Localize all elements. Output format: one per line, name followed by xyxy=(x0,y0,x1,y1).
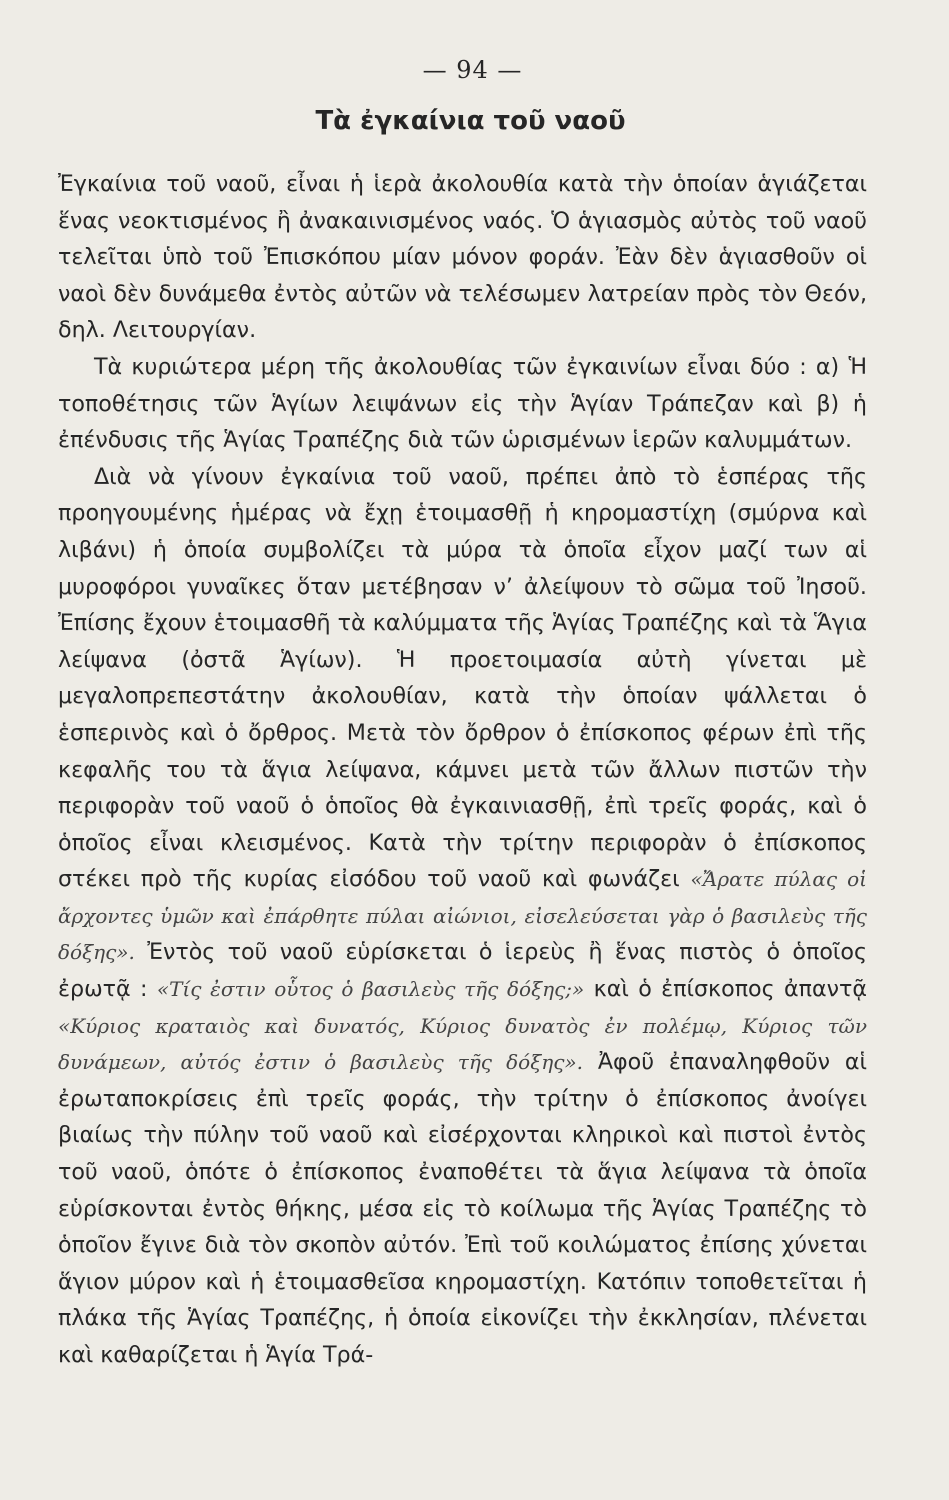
section-title: Τὰ ἐγκαίνια τοῦ ναοῦ xyxy=(315,106,626,136)
paragraph-3-part-1: Διὰ νὰ γίνουν ἐγκαίνια τοῦ ναοῦ, πρέπει ἀπὸ τὸ ἑσπέρας τῆς προηγουμένης ἡμέρας νὰ ἔχῃ ἑτοιμασθῇ ἡ κηρομαστίχη (σμύρνα καὶ λιβάνι) ἡ ὁποία συμβολίζει τὰ μύρα τὰ ὁποῖα εἶχον μαζί των αἱ μυροφόροι γυναῖκες ὅταν μετέβησαν ν’ ἀλείψουν τὸ σῶμα τοῦ Ἰησοῦ. Ἐπίσης ἔχουν ἑτοιμασθῆ τὰ καλύμματα τῆς Ἁγίας Τραπέζης καὶ τὰ Ἅγια λείψανα (ὀστᾶ Ἁγίων). Ἡ προετοιμασία αὐτὴ γίνεται μὲ μεγαλοπρεπεστάτην ἀκολουθίαν, κατὰ τὴν ὁποίαν ψάλλεται ὁ ἑσπερινὸς καὶ ὁ ὄρθρος. Μετὰ τὸν ὄρθρον ὁ ἐπίσκοπος φέρων ἐπὶ τῆς κεφαλῆς του τὰ ἅγια λείψανα, κάμνει μετὰ τῶν ἄλλων πιστῶν τὴν περιφορὰν τοῦ ναοῦ ὁ ὁποῖος θὰ ἐγκαινιασθῇ, ἐπὶ τρεῖς φοράς, καὶ ὁ ὁποῖος εἶναι κλεισμένος. Κατὰ τὴν τρίτην περιφορὰν ὁ ἐπίσκοπος στέκει πρὸ τῆς κυρίας εἰσόδου τοῦ ναοῦ καὶ φωνάζει xyxy=(58,463,867,893)
paragraph-2: Τὰ κυριώτερα μέρη τῆς ἀκολουθίας τῶν ἐγκαινίων εἶναι δύο : α) Ἡ τοποθέτησις τῶν Ἁγίων λειψάνων εἰς τὴν Ἁγίαν Τράπεζαν καὶ β) ἡ ἐπένδυσις τῆς Ἁγίας Τραπέζης διὰ τῶν ὡρισμένων ἱερῶν καλυμμάτων. xyxy=(58,353,867,454)
psalm-quote-3: «Κύριος κραταιὸς καὶ δυνατός, Κύριος δυνατὸς ἐν πολέμῳ, Κύριος τῶν δυνάμεων, αὐτός ἐστιν ὁ βασιλεὺς τῆς δόξης». xyxy=(58,1013,867,1075)
paragraph-3 xyxy=(58,459,867,1374)
page-number: — 94 — xyxy=(422,56,523,84)
psalm-quote-1: «Ἄρατε πύλας οἱ ἄρχοντες ὑμῶν καὶ ἐπάρθητε πύλαι αἰώνιοι, εἰσελεύσεται γὰρ ὁ βασιλεὺς τῆς δόξης». xyxy=(58,867,867,965)
paragraph-3-part-4: Ἀφοῦ ἐπαναληφθοῦν αἱ ἐρωταποκρίσεις ἐπὶ τρεῖς φοράς, τὴν τρίτην ὁ ἐπίσκοπος ἀνοίγει βιαίως τὴν πύλην τοῦ ναοῦ καὶ εἰσέρχονται κληρικοὶ καὶ πιστοὶ ἐντὸς τοῦ ναοῦ, ὁπότε ὁ ἐπίσκοπος ἐναποθέτει τὰ ἅγια λείψανα τὰ ὁποῖα εὑρίσκονται ἐντὸς θήκης, μέσα εἰς τὸ κοίλωμα τῆς Ἁγίας Τραπέζης τὸ ὁποῖον ἔγινε διὰ τὸν σκοπὸν αὐτόν. Ἐπὶ τοῦ κοιλώματος ἐπίσης χύνεται ἅγιον μύρον καὶ ἡ ἑτοιμασθεῖσα κηρομαστίχη. Κατόπιν τοποθετεῖται ἡ πλάκα τῆς Ἁγίας Τραπέζης, ἡ ὁποία εἰκονίζει τὴν ἐκκλησίαν, πλένεται καὶ καθαρίζεται ἡ Ἁγία Τρά- xyxy=(58,1049,867,1368)
paragraph-1: Ἐγκαίνια τοῦ ναοῦ, εἶναι ἡ ἱερὰ ἀκολουθία κατὰ τὴν ὁποίαν ἁγιάζεται ἕνας νεοκτισμένος ἢ ἀνακαινισμένος ναός. Ὁ ἁγιασμὸς αὐτὸς τοῦ ναοῦ τελεῖται ὑπὸ τοῦ Ἐπισκόπου μίαν μόνον φοράν. Ἐὰν δὲν ἁγιασθοῦν οἱ ναοὶ δὲν δυνάμεθα ἐντὸς αὐτῶν νὰ τελέσωμεν λατρείαν πρὸς τὸν Θεόν, δηλ. Λειτουργίαν. xyxy=(58,171,867,344)
paragraph-3-part-2: Ἐντὸς τοῦ ναοῦ εὑρίσκεται ὁ ἱερεὺς ἢ ἕνας πιστὸς ὁ ὁποῖος ἐρωτᾷ : xyxy=(58,939,867,1003)
psalm-quote-2: «Τίς ἐστιν οὗτος ὁ βασιλεὺς τῆς δόξης;» xyxy=(156,977,585,1002)
paragraph-3-part-3: καὶ ὁ ἐπίσκοπος ἀπαντᾷ xyxy=(593,976,867,1003)
